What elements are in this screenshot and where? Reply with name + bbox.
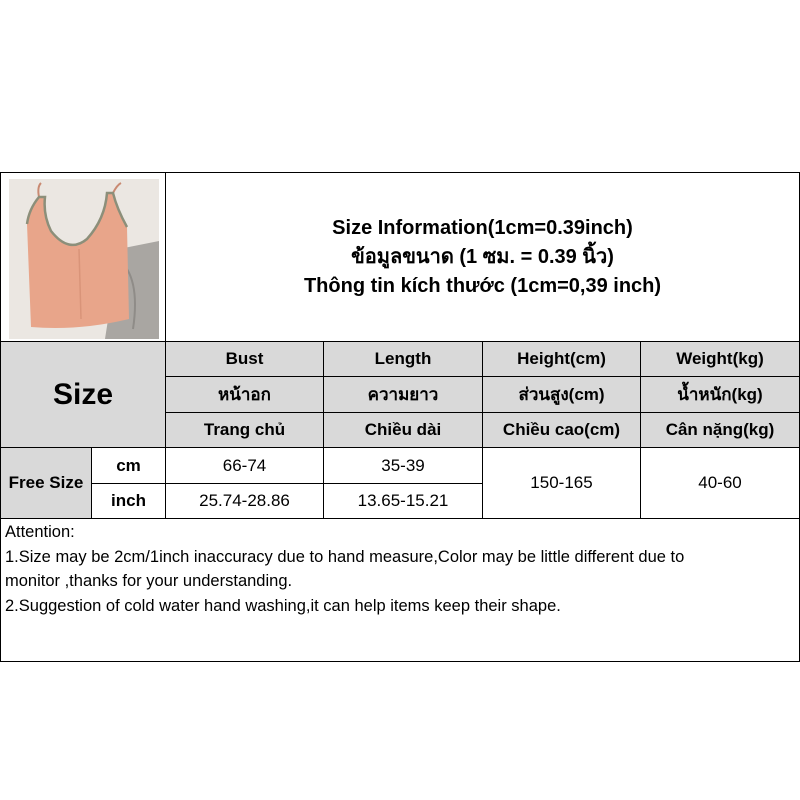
notes-line-1: 1.Size may be 2cm/1inch inaccuracy due to hand measure,Color may be little different due to <box>5 547 685 566</box>
column-bust-th: หน้าอก <box>165 376 324 413</box>
column-length-vi: Chiều dài <box>323 412 483 448</box>
title-english: Size Information(1cm=0.39inch) <box>332 216 633 239</box>
column-bust-en: Bust <box>165 341 324 377</box>
photo-cell <box>0 172 166 342</box>
height-value: 150-165 <box>482 447 641 519</box>
column-length-th: ความยาว <box>323 376 483 413</box>
notes-heading: Attention: <box>5 523 75 541</box>
title-vietnamese: Thông tin kích thước (1cm=0,39 inch) <box>303 274 662 297</box>
column-weight-en: Weight(kg) <box>640 341 800 377</box>
free-size-label: Free Size <box>0 447 92 519</box>
column-height-th: ส่วนสูง(cm) <box>482 376 641 413</box>
column-height-en: Height(cm) <box>482 341 641 377</box>
title-thai: ข้อมูลขนาด (1 ซม. = 0.39 นิ้ว) <box>351 245 614 268</box>
unit-cm: cm <box>91 447 166 484</box>
title-cell <box>165 172 800 342</box>
bust-cm-value: 66-74 <box>165 447 324 484</box>
length-cm-value: 35-39 <box>323 447 483 484</box>
attention-notes <box>0 518 800 662</box>
length-inch-value: 13.65-15.21 <box>323 483 483 519</box>
column-weight-th: น้ำหนัก(kg) <box>640 376 800 413</box>
column-height-vi: Chiều cao(cm) <box>482 412 641 448</box>
notes-line-1-continued: monitor ,thanks for your understanding. <box>5 572 293 590</box>
size-heading: Size <box>0 341 166 448</box>
column-weight-vi: Cân nặng(kg) <box>640 412 800 448</box>
pink-camisole-photo-icon <box>9 179 159 339</box>
unit-inch: inch <box>91 483 166 519</box>
column-length-en: Length <box>323 341 483 377</box>
notes-line-2: 2.Suggestion of cold water hand washing,it can help items keep their shape. <box>5 596 561 615</box>
bust-inch-value: 25.74-28.86 <box>165 483 324 519</box>
size-chart <box>0 172 800 662</box>
weight-value: 40-60 <box>640 447 800 519</box>
column-bust-vi: Trang chủ <box>165 412 324 448</box>
